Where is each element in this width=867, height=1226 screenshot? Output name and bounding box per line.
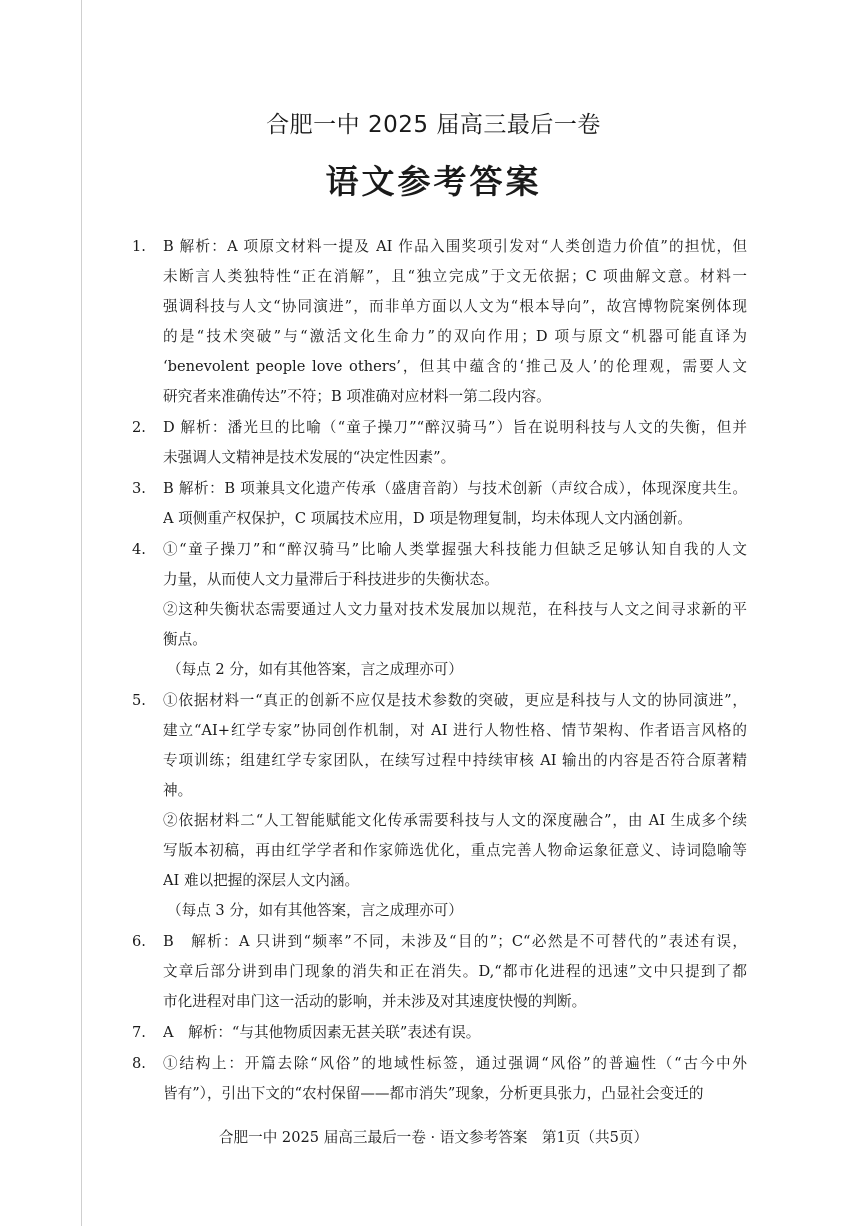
answer-number: 1. xyxy=(132,238,146,255)
answer-number: 3. xyxy=(132,480,146,497)
answer-line: ‘benevolent people love others’，但其中蕴含的‘推己及人’的伦理观，需要人文 xyxy=(163,358,747,375)
answer-number: 7. xyxy=(132,1024,146,1041)
answer-item xyxy=(132,686,747,926)
answer-line: 未断言人类独特性“正在消解”，且“独立完成”于文无依据；C 项曲解文意。材料一 xyxy=(163,268,747,285)
answer-line: 力量，从而使人文力量滞后于科技进步的失衡状态。 xyxy=(163,571,499,588)
answer-line: 专项训练；组建红学专家团队，在续写过程中持续审核 AI 输出的内容是否符合原著精 xyxy=(163,752,747,769)
scoring-note: （每点 3 分，如有其他答案，言之成理亦可） xyxy=(167,902,463,919)
answer-line: 研究者来准确传达”不符；B 项准确对应材料一第二段内容。 xyxy=(163,388,551,405)
answer-item xyxy=(132,1018,747,1048)
answer-line: ①“童子操刀”和“醉汉骑马”比喻人类掌握强大科技能力但缺乏足够认知自我的人文 xyxy=(163,541,747,558)
answer-number: 2. xyxy=(132,419,146,436)
answer-line: ②这种失衡状态需要通过人文力量对技术发展加以规范，在科技与人文之间寻求新的平 xyxy=(163,601,747,618)
answer-line: AI 难以把握的深层人文内涵。 xyxy=(163,872,360,889)
answer-number: 6. xyxy=(132,933,146,950)
answer-list xyxy=(132,232,747,1110)
answer-item xyxy=(132,413,747,473)
answer-number: 5. xyxy=(132,692,146,709)
answer-item xyxy=(132,535,747,685)
answer-item xyxy=(132,474,747,534)
answer-item xyxy=(132,232,747,412)
answer-line: 神。 xyxy=(163,782,193,799)
answer-line: A 项侧重产权保护，C 项属技术应用，D 项是物理复制，均未体现人文内涵创新。 xyxy=(163,510,692,527)
answer-line: 衡点。 xyxy=(163,631,207,648)
answer-line: ②依据材料二“人工智能赋能文化传承需要科技与人文的深度融合”，由 AI 生成多个续 xyxy=(163,812,747,829)
scoring-note: （每点 2 分，如有其他答案，言之成理亦可） xyxy=(167,661,463,678)
answer-line: 写版本初稿，再由红学学者和作家筛选优化，重点完善人物命运象征意义、诗词隐喻等 xyxy=(163,842,747,859)
answer-line: D 解析：潘光旦的比喻（“童子操刀”“醉汉骑马”）旨在说明科技与人文的失衡，但并 xyxy=(163,419,747,436)
answer-line: 未强调人文精神是技术发展的“决定性因素”。 xyxy=(163,449,456,466)
answer-line: 强调科技与人文“协同演进”，而非单方面以人文为“根本导向”，故宫博物院案例体现 xyxy=(163,298,747,315)
answer-line: B 解析：A 只讲到“频率”不同，未涉及“目的”；C“必然是不可替代的”表述有误， xyxy=(163,933,747,950)
answer-line: 文章后部分讲到串门现象的消失和正在消失。D,“都市化进程的迅速”文中只提到了都 xyxy=(163,963,747,980)
answer-number: 4. xyxy=(132,541,146,558)
answer-line: 的是“技术突破”与“激活文化生命力”的双向作用；D 项与原文“机器可能直译为 xyxy=(163,328,747,345)
answer-line: ①结构上：开篇去除“风俗”的地域性标签，通过强调“风俗”的普遍性（“古今中外 xyxy=(163,1055,747,1072)
page-footer: 合肥一中 2025 届高三最后一卷 · 语文参考答案 第1页（共5页） xyxy=(218,1129,649,1146)
answer-number: 8. xyxy=(132,1055,146,1072)
exam-title: 合肥一中 2025 届高三最后一卷 xyxy=(266,112,601,138)
answer-line: 建立“AI+红学专家”协同创作机制，对 AI 进行人物性格、情节架构、作者语言风格的 xyxy=(163,722,747,739)
answer-line: 皆有”），引出下文的“农村保留——都市消失”现象，分析更具张力，凸显社会变迁的 xyxy=(163,1085,704,1102)
answer-line: ①依据材料一“真正的创新不应仅是技术参数的突破，更应是科技与人文的协同演进”， xyxy=(163,692,747,709)
answer-key-title: 语文参考答案 xyxy=(325,162,542,201)
answer-item xyxy=(132,1049,747,1109)
answer-line: B 解析：A 项原文材料一提及 AI 作品入围奖项引发对“人类创造力价值”的担忧，但 xyxy=(163,238,747,255)
answer-line: A 解析：“与其他物质因素无甚关联”表述有误。 xyxy=(163,1024,481,1041)
answer-line: B 解析：B 项兼具文化遗产传承（盛唐音韵）与技术创新（声纹合成），体现深度共生。 xyxy=(163,480,747,497)
answer-item xyxy=(132,927,747,1017)
answer-line: 市化进程对串门这一活动的影响，并未涉及对其速度快慢的判断。 xyxy=(163,993,587,1010)
